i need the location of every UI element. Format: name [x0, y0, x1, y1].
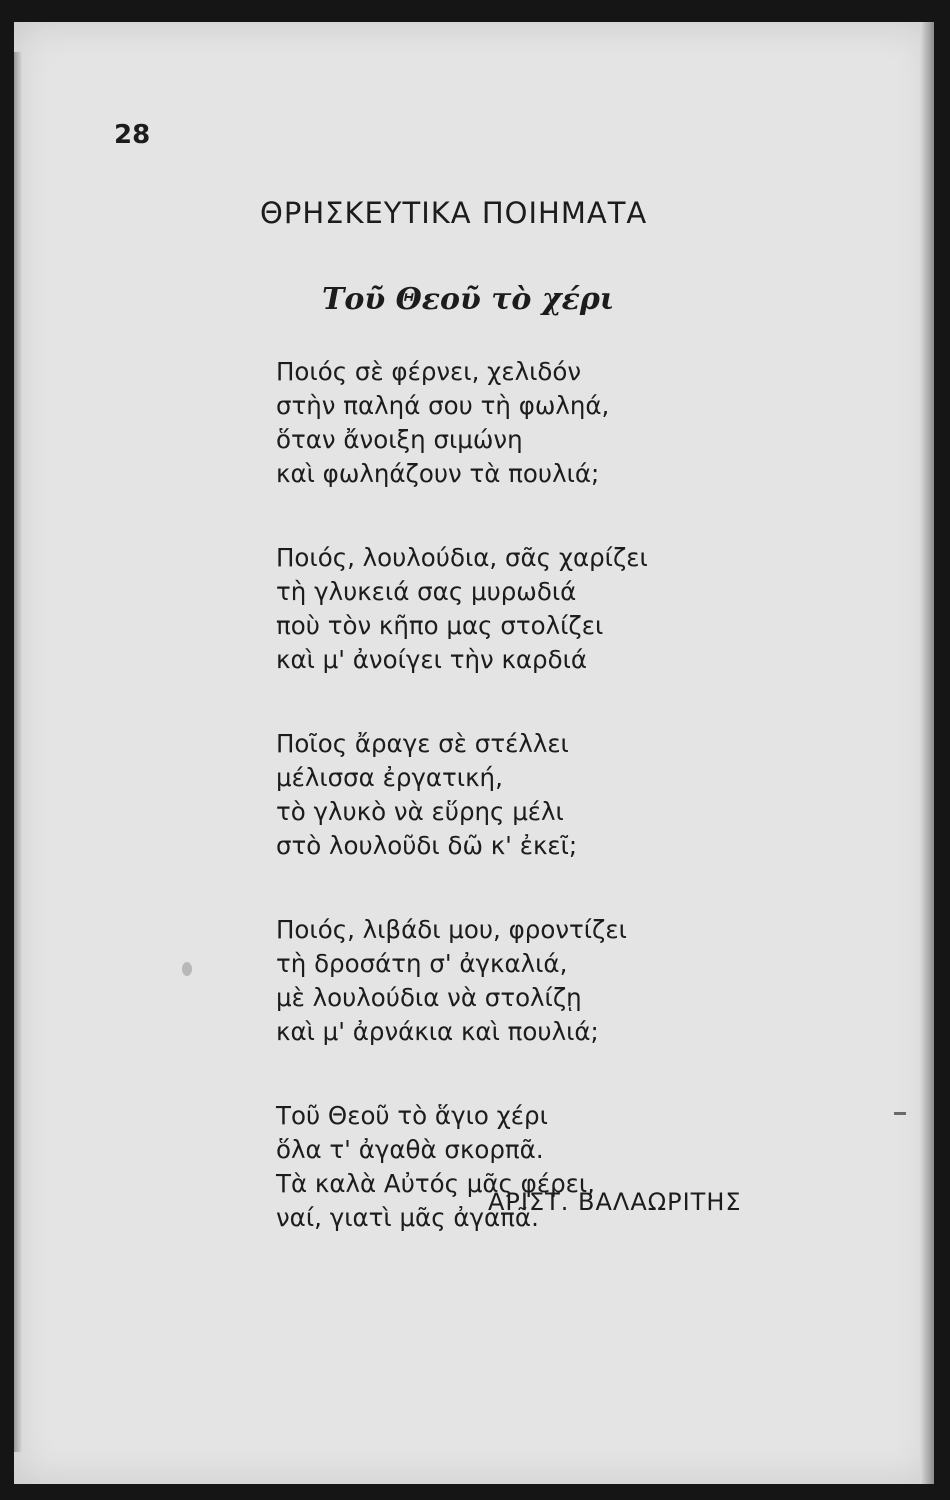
poem-line: καὶ φωληάζουν τὰ πουλιά; [276, 459, 600, 488]
poem-author: ΑΡΙΣΤ. ΒΑΛΑΩΡΙΤΗΣ [488, 1188, 742, 1216]
poem-body [276, 355, 648, 1285]
poem-line: τὸ γλυκὸ νὰ εὕρης μέλι [276, 797, 564, 826]
poem-line: ὅταν ἄνοιξη σιμώνη [276, 425, 523, 454]
stanza-4 [276, 913, 648, 1049]
margin-mark [894, 1112, 906, 1115]
poem-line: μέλισσα ἐργατική, [276, 763, 503, 792]
page-smudge [182, 962, 192, 976]
poem-line: Τὰ καλὰ Αὐτός μᾶς φέρει, [276, 1169, 595, 1198]
poem-line: Ποιός σὲ φέρνει, χελιδόν [276, 357, 582, 386]
poem-line: Ποιός, λιβάδι μου, φροντίζει [276, 915, 627, 944]
poem-line: τὴ γλυκειά σας μυρωδιά [276, 577, 577, 606]
poem-line: καὶ μ' ἀνοίγει τὴν καρδιά [276, 645, 588, 674]
poem-line: Ποῖος ἄραγε σὲ στέλλει [276, 729, 569, 758]
page-binding-edge [14, 52, 22, 1452]
poem-line: στὸ λουλοῦδι δῶ κ' ἐκεῖ; [276, 831, 578, 860]
page-number: 28 [114, 120, 151, 150]
stanza-3 [276, 727, 648, 863]
poem-title: Τοῦ Θεοῦ τὸ χέρι [322, 282, 615, 317]
poem-line: ποὺ τὸν κῆπο μας στολίζει [276, 611, 604, 640]
poem-line: στὴν παληά σου τὴ φωληά, [276, 391, 610, 420]
poem-line: ναί, γιατὶ μᾶς ἀγαπᾶ. [276, 1203, 539, 1232]
poem-line: μὲ λουλούδια νὰ στολίζῃ [276, 983, 582, 1012]
stanza-1 [276, 355, 648, 491]
poem-line: ὅλα τ' ἀγαθὰ σκορπᾶ. [276, 1135, 544, 1164]
poem-line: Ποιός, λουλούδια, σᾶς χαρίζει [276, 543, 648, 572]
section-title: ΘΡΗΣΚΕΥΤΙΚΑ ΠΟΙΗΜΑΤΑ [260, 196, 648, 230]
stanza-2 [276, 541, 648, 677]
poem-line: Τοῦ Θεοῦ τὸ ἅγιο χέρι [276, 1101, 548, 1130]
poem-line: καὶ μ' ἀρνάκια καὶ πουλιά; [276, 1017, 599, 1046]
page-shadow-edge [920, 22, 934, 1484]
poem-line: τὴ δροσάτη σ' ἀγκαλιά, [276, 949, 568, 978]
